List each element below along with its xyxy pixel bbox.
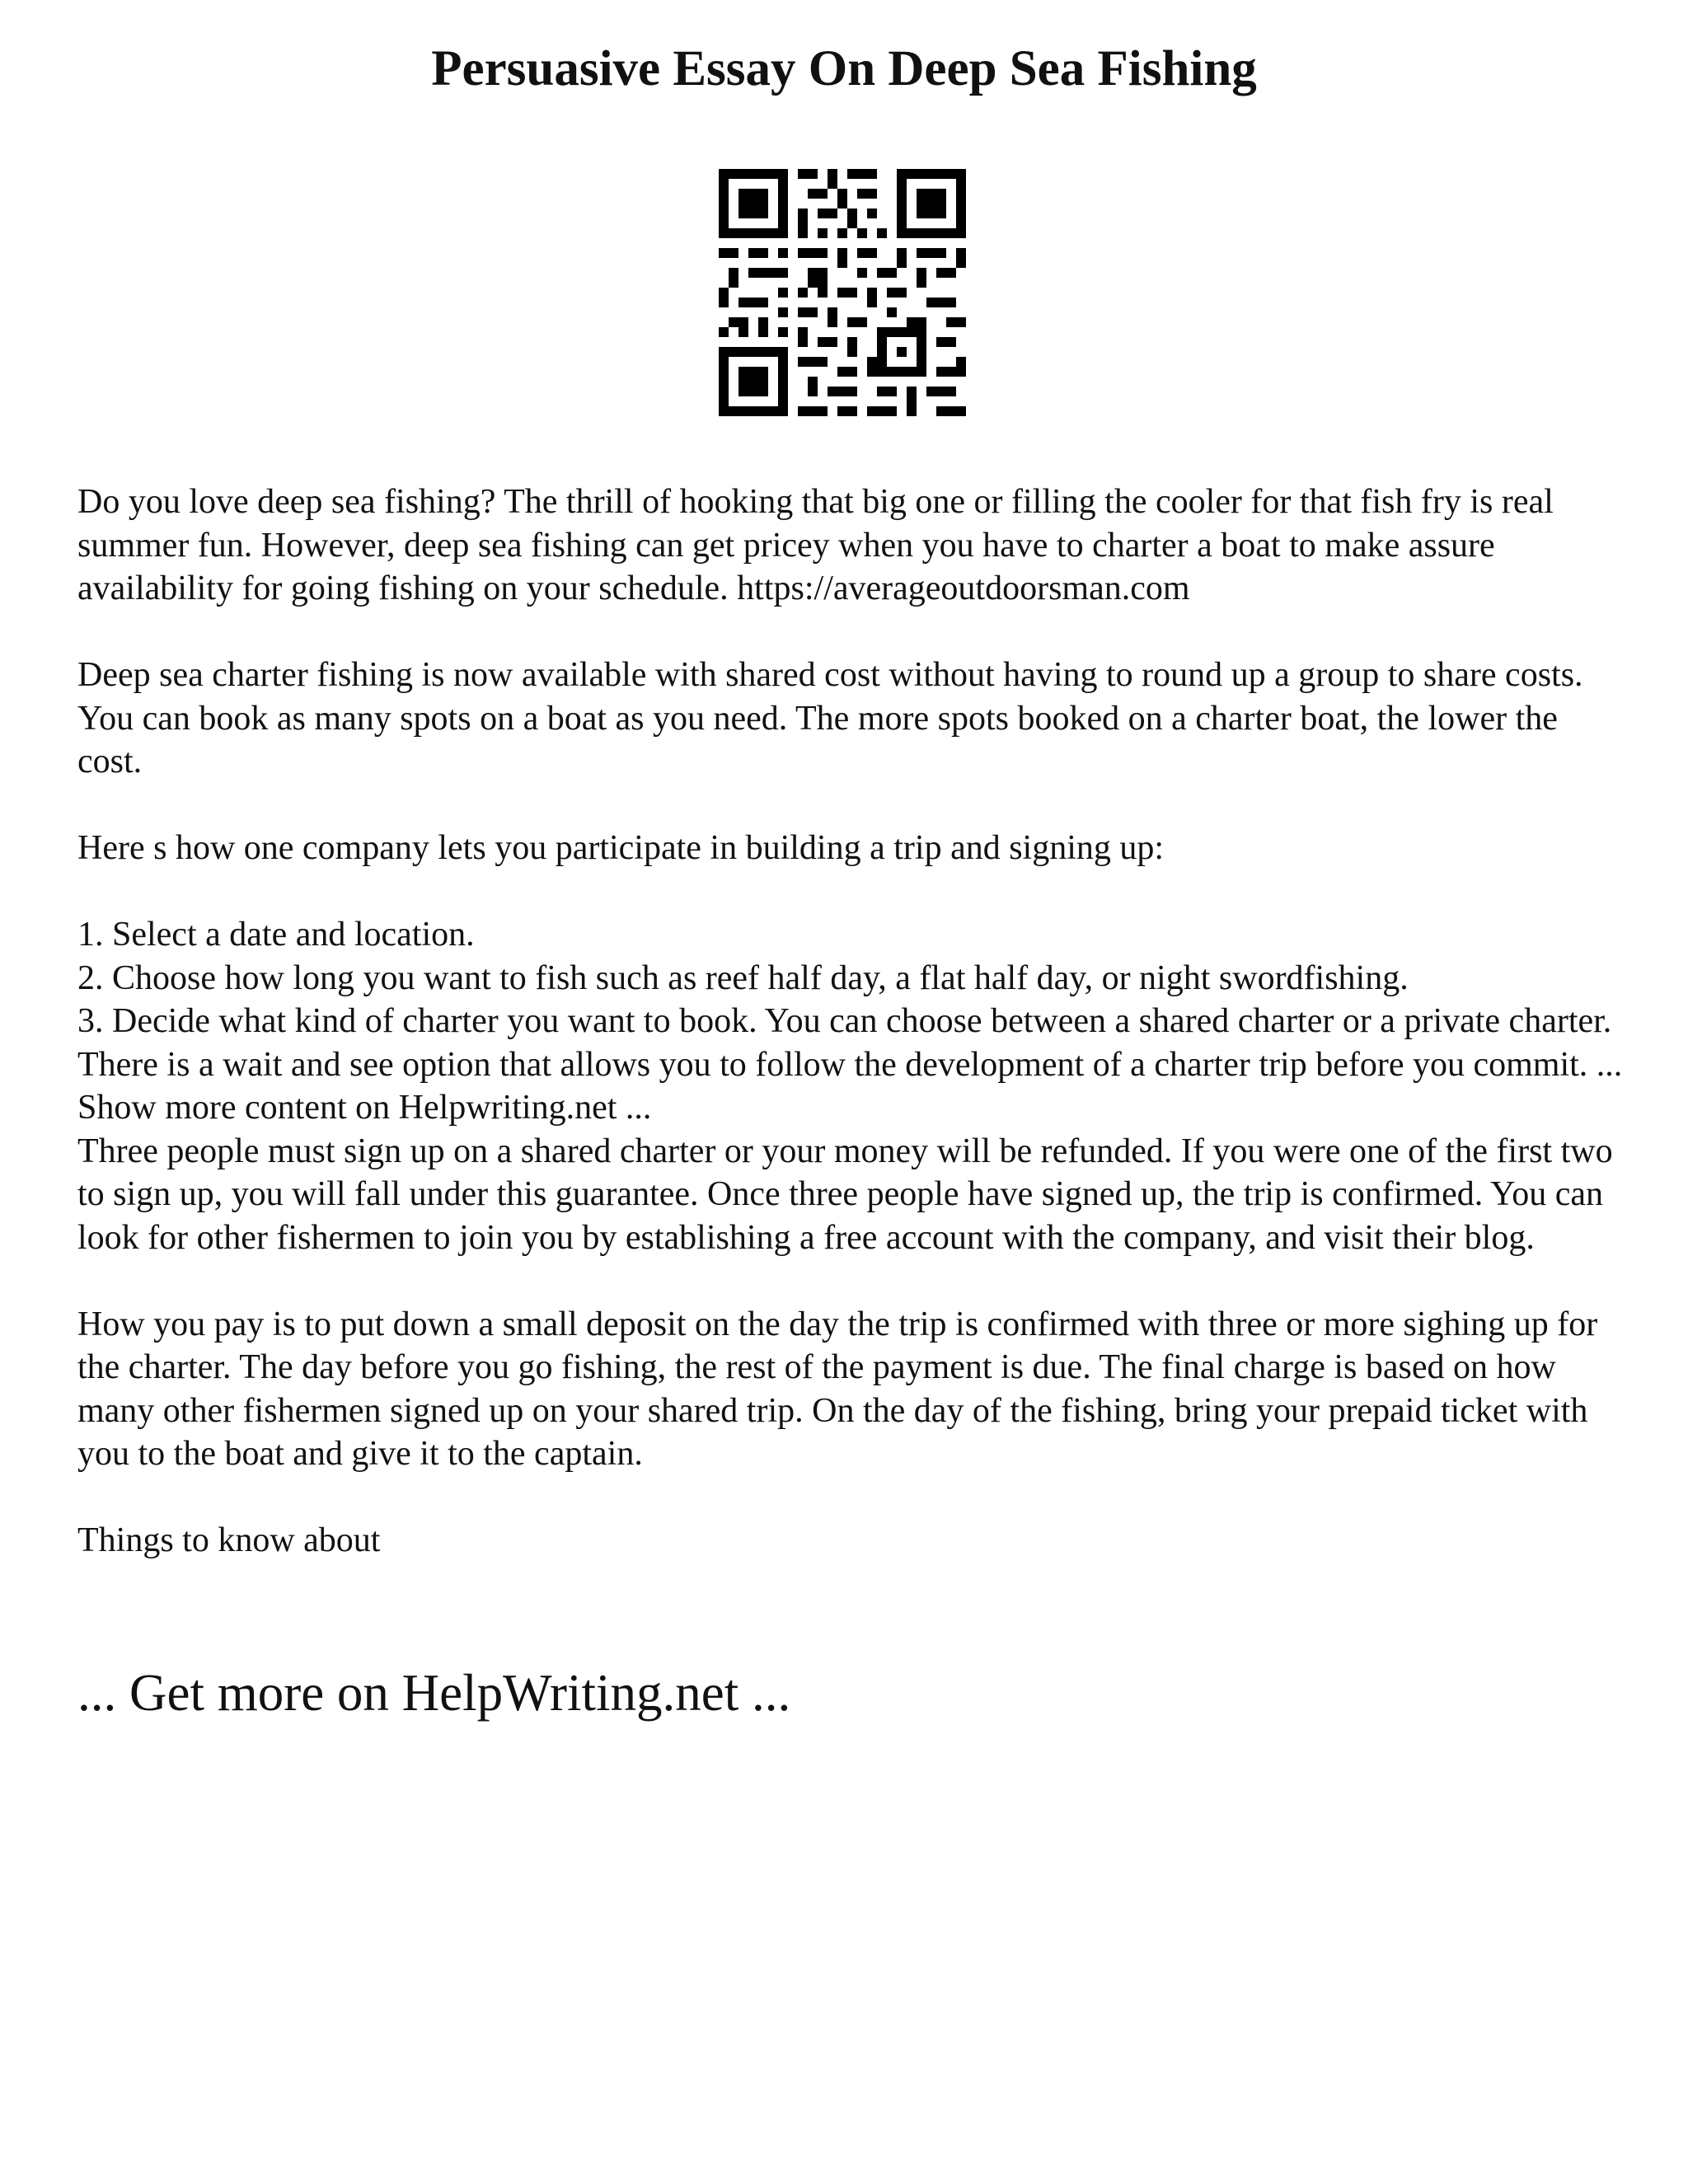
paragraph: Do you love deep sea fishing? The thrill of hooking that big one or filling the cooler for that fish fry is real summer fun. However, deep sea fishing can get pricey when you have to charter a boat to make assure availability for going fishing on your schedule. https://averageoutdoorsman.com: [77, 483, 1554, 607]
paragraph: Three people must sign up on a shared charter or your money will be refunded. If you were one of the first two to sign up, you will fall under this guarantee. Once three people have signed up, the trip is confirmed. You can look for other fishermen to join you by establishing a free account with the company, and visit their blog.: [77, 1132, 1613, 1257]
paragraph-gap: [77, 611, 1627, 654]
document-body: [77, 480, 1627, 1563]
paragraph-gap: [77, 1476, 1627, 1520]
qr-code-icon: [719, 169, 966, 416]
list-item: 3. Decide what kind of charter you want to book. You can choose between a shared charter or a private charter. There is a wait and see option that allows you to follow the development of a charter trip before you commit. ... Show more content on Helpwriting.net ...: [77, 1002, 1623, 1127]
list-item: 1. Select a date and location.: [77, 916, 475, 954]
paragraph-gap: [77, 1259, 1627, 1303]
paragraph: How you pay is to put down a small deposit on the day the trip is confirmed with three or more sighing up for the charter. The day before you go fishing, the rest of the payment is due. The final charge is based on how many other fishermen signed up on your shared trip. On the day of the fishing, bring your prepaid ticket with you to the boat and give it to the captain.: [77, 1305, 1598, 1473]
get-more-link[interactable]: ... Get more on HelpWriting.net ...: [77, 1664, 791, 1722]
paragraph-gap: [77, 784, 1627, 827]
list-item: 2. Choose how long you want to fish such as reef half day, a flat half day, or night swordfishing.: [77, 958, 1409, 997]
paragraph-gap: [77, 870, 1627, 914]
paragraph: Things to know about: [77, 1521, 381, 1559]
document-title: Persuasive Essay On Deep Sea Fishing: [431, 41, 1257, 96]
paragraph: Here s how one company lets you participate in building a trip and signing up:: [77, 829, 1165, 867]
paragraph: Deep sea charter fishing is now available with shared cost without having to round up a group to share costs. You can book as many spots on a boat as you need. The more spots booked on a charter boat, the lower the cost.: [77, 656, 1583, 780]
